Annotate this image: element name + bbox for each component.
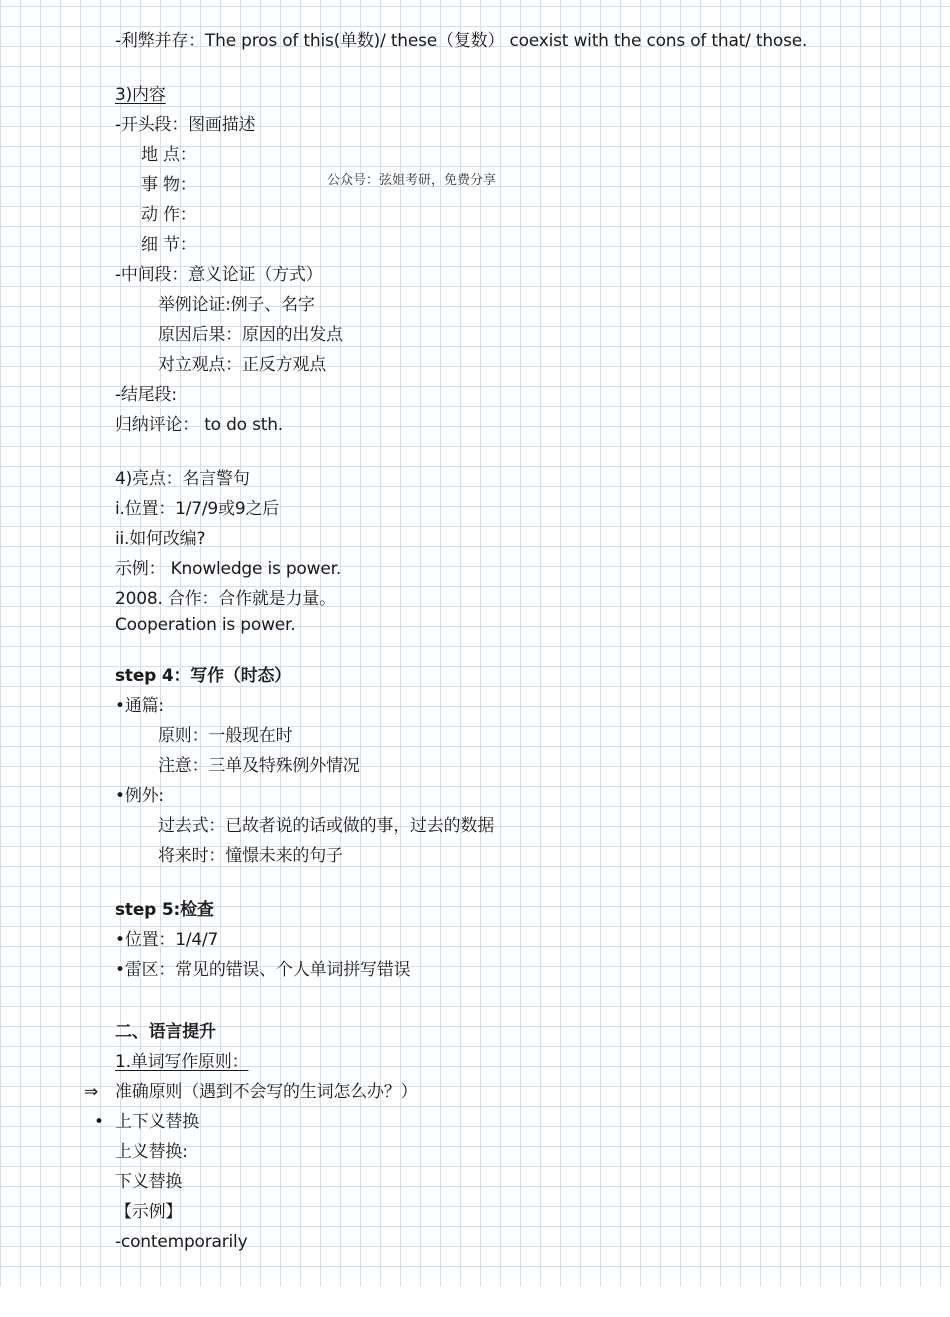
text-line-sample: 【示例】: [115, 1202, 183, 1222]
text-line-cooperation: Cooperation is power.: [115, 615, 296, 635]
text-line-future-tense: 将来时：憧憬未来的句子: [158, 846, 343, 866]
text-line-overall: •通篇:: [115, 696, 164, 716]
text-line-cause-effect: 原因后果：原因的出发点: [158, 325, 343, 345]
text-line-adapt: ii.如何改编?: [115, 529, 206, 549]
text-line-hypernym-hyponym: 上下义替换: [115, 1112, 199, 1132]
text-line-word-principles: 1.单词写作原则：: [115, 1052, 249, 1072]
text-line-accuracy: 准确原则（遇到不会写的生词怎么办？）: [115, 1082, 418, 1102]
bullet-icon: •: [94, 1112, 105, 1132]
text-line-details: 细 节：: [141, 235, 197, 255]
text-line-note: 注意：三单及特殊例外情况: [158, 756, 360, 776]
text-line-opposing-views: 对立观点：正反方观点: [158, 355, 326, 375]
text-line-pros-cons: -利弊并存：The pros of this(单数)/ these（复数） coexist with the cons of that/ those.: [115, 31, 808, 51]
text-line-position: i.位置：1/7/9或9之后: [115, 499, 280, 519]
text-line-hyponym: 下义替换: [115, 1172, 183, 1192]
heading-step-4: step 4：写作（时态）: [115, 666, 292, 686]
text-line-opening: -开头段：图画描述: [115, 115, 256, 135]
text-line-middle: -中间段：意义论证（方式）: [115, 265, 323, 285]
heading-content: 3)内容: [115, 85, 166, 105]
text-line-2008: 2008. 合作：合作就是力量。: [115, 589, 336, 609]
text-line-contemporarily: -contemporarily: [115, 1232, 248, 1252]
text-line-hypernym: 上义替换:: [115, 1142, 188, 1162]
text-line-exceptions: •例外:: [115, 786, 164, 806]
watermark-text: 公众号：弦姐考研，免费分享: [327, 173, 497, 188]
text-line-pitfalls: •雷区：常见的错误、个人单词拼写错误: [115, 960, 411, 980]
text-line-actions: 动 作：: [141, 205, 197, 225]
text-line-past-tense: 过去式：已故者说的话或做的事，过去的数据: [158, 816, 494, 836]
text-line-example-argument: 举例论证:例子、名字: [158, 295, 315, 315]
text-line-check-position: •位置：1/4/7: [115, 930, 219, 950]
text-line-location: 地 点：: [141, 145, 197, 165]
heading-language-improvement: 二、语言提升: [115, 1022, 216, 1042]
text-line-principle: 原则：一般现在时: [158, 726, 293, 746]
text-line-ending: -结尾段:: [115, 385, 177, 405]
heading-step-5: step 5:检查: [115, 900, 214, 920]
arrow-icon: ⇒: [84, 1082, 99, 1102]
text-line-summary: 归纳评论： to do sth.: [115, 415, 283, 435]
text-line-example: 示例： Knowledge is power.: [115, 559, 342, 579]
text-line-highlights: 4)亮点：名言警句: [115, 469, 250, 489]
text-line-objects: 事 物：: [141, 175, 197, 195]
